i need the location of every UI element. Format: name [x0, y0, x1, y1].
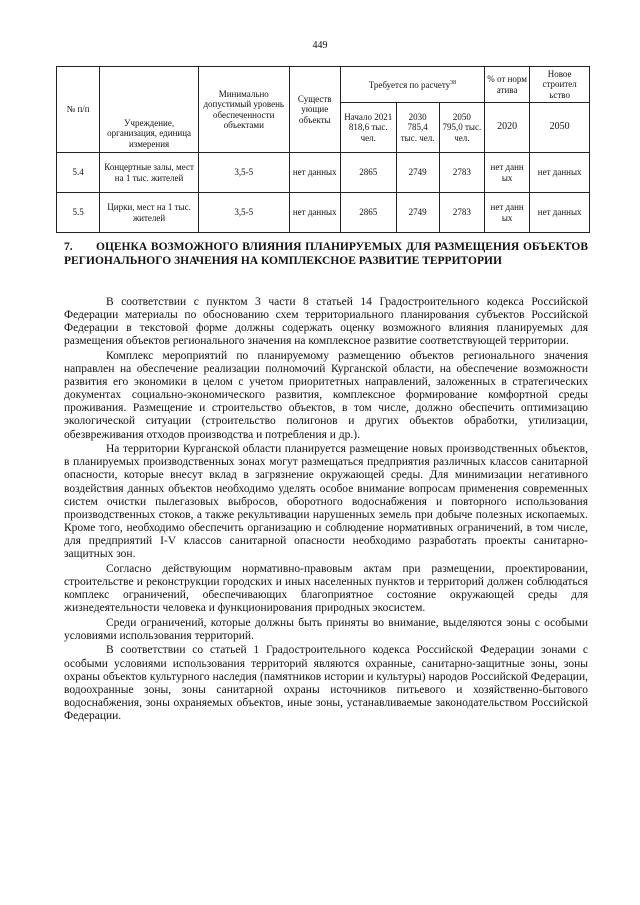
section-title: ОЦЕНКА ВОЗМОЖНОГО ВЛИЯНИЯ ПЛАНИРУЕМЫХ ДЛЯ РАЗМЕЩЕНИЯ ОБЪЕКТОВ РЕГИОНАЛЬНОГО ЗНАЧЕНИЯ НА КОМПЛЕКСНОЕ РАЗВИТИЕ ТЕРРИТОРИИ: [64, 241, 588, 267]
header-2050: 2050 795,0 тыс. чел.: [439, 103, 484, 153]
body-text: [64, 296, 588, 725]
row-start: 2865: [340, 153, 396, 193]
header-pct-norm: % от норм атива: [484, 67, 529, 103]
table-row: [57, 193, 590, 233]
header-new-construction: Новое строител ьство: [530, 67, 590, 103]
header-required: [340, 67, 484, 103]
header-existing: Существ ующие объекты: [289, 67, 340, 153]
header-start: Начало 2021 818,6 тыс. чел.: [340, 103, 396, 153]
header-2030: 2030 785,4 тыс. чел.: [396, 103, 439, 153]
paragraph: На территории Курганской области планируется размещение новых производственных объектов, в планируемых производственных зонах могут размещаться предприятия различных классов санитарной опасности, которые внесут вклад в загрязнение окружающей среды. Для минимизации негативного воздействия данных объектов необходимо уделять особое внимание вопросам применения современных систем очистки пылегазовых выбросов, оборотного водоснабжения и повторного использования производственных стоков, а также рекультивации нарушенных земель при добыче полезных ископаемых. Кроме того, необходимо обеспечить организацию и соблюдение нормативных ограничений, в том числе, для предприятий I-V классов санитарной опасности необходимо разработать проекты санитарно-защитных зон.: [64, 443, 588, 560]
row-start: 2865: [340, 193, 396, 233]
header-num: № п/п: [57, 67, 100, 153]
section-heading: [64, 241, 588, 268]
norms-table: [56, 66, 590, 233]
section-number: 7.: [64, 241, 73, 253]
row-min-level: 3,5-5: [198, 193, 289, 233]
header-institution: Учреждение, организация, единица измерения: [100, 67, 199, 153]
row-existing: нет данных: [289, 193, 340, 233]
row-pct: нет данн ых: [484, 193, 529, 233]
row-2050: 2783: [439, 153, 484, 193]
row-2050: 2783: [439, 193, 484, 233]
header-min-level: Минимально допустимый уровень обеспеченности объектами: [198, 67, 289, 153]
paragraph: В соответствии со статьей 1 Градостроительного кодекса Российской Федерации зонами с особыми условиями использования территорий являются охранные, санитарно-защитные зоны, зоны охраны объектов культурного наследия (памятников истории и культуры) народов Российской Федерации, водоохранные зоны, зоны санитарной охраны источников питьевого и хозяйственно-бытового водоснабжения, зоны охраняемых объектов, иные зоны, устанавливаемые законодательством Российской Федерации.: [64, 644, 588, 722]
row-2030: 2749: [396, 193, 439, 233]
row-new: нет данных: [530, 153, 590, 193]
header-new-year: 2050: [530, 103, 590, 153]
table-row: [57, 153, 590, 193]
row-2030: 2749: [396, 153, 439, 193]
row-institution: Концертные залы, мест на 1 тыс. жителей: [100, 153, 199, 193]
paragraph: В соответствии с пунктом 3 части 8 статьей 14 Градостроительного кодекса Российской Федерации материалы по обоснованию схем территориального планирования субъектов Российской Федерации в текстовой форме должны содержать оценку возможного влияния планируемых для размещения объектов регионального значения на комплексное развитие соответствующей территории.: [64, 296, 588, 348]
row-min-level: 3,5-5: [198, 153, 289, 193]
paragraph: Среди ограничений, которые должны быть приняты во внимание, выделяются зоны с особыми условиями использования территорий.: [64, 616, 588, 642]
footnote-ref: 38: [450, 80, 457, 87]
header-required-label: Требуется по расчету: [368, 80, 451, 91]
row-existing: нет данных: [289, 153, 340, 193]
row-num: 5.4: [57, 153, 100, 193]
paragraph: Согласно действующим нормативно-правовым актам при размещении, проектировании, строительстве и реконструкции городских и иных населенных пунктов и территорий должен соблюдаться комплекс ограничений, обеспечивающих благоприятное состояние окружающей среды для жизнедеятельности человека и функционирования природных экосистем.: [64, 562, 588, 614]
paragraph: Комплекс мероприятий по планируемому размещению объектов регионального значения направлен на обеспечение реализации полномочий Курганской области, на обеспечение возможности развития его экономики в целом с учетом приоритетных направлений, заложенных в стратегических документах социально-экономического развития, комплексное формирование комфортной среды проживания. Размещение и строительство объектов, в том числе, должно обеспечить оптимизацию экологической ситуации (строительство полигонов и других объектов обработки, утилизации, обезвреживания отходов производства и потребления и др.).: [64, 349, 588, 441]
page-number: 449: [312, 40, 328, 51]
row-institution: Цирки, мест на 1 тыс. жителей: [100, 193, 199, 233]
header-pct-year: 2020: [484, 103, 529, 153]
row-num: 5.5: [57, 193, 100, 233]
row-new: нет данных: [530, 193, 590, 233]
row-pct: нет данн ых: [484, 153, 529, 193]
